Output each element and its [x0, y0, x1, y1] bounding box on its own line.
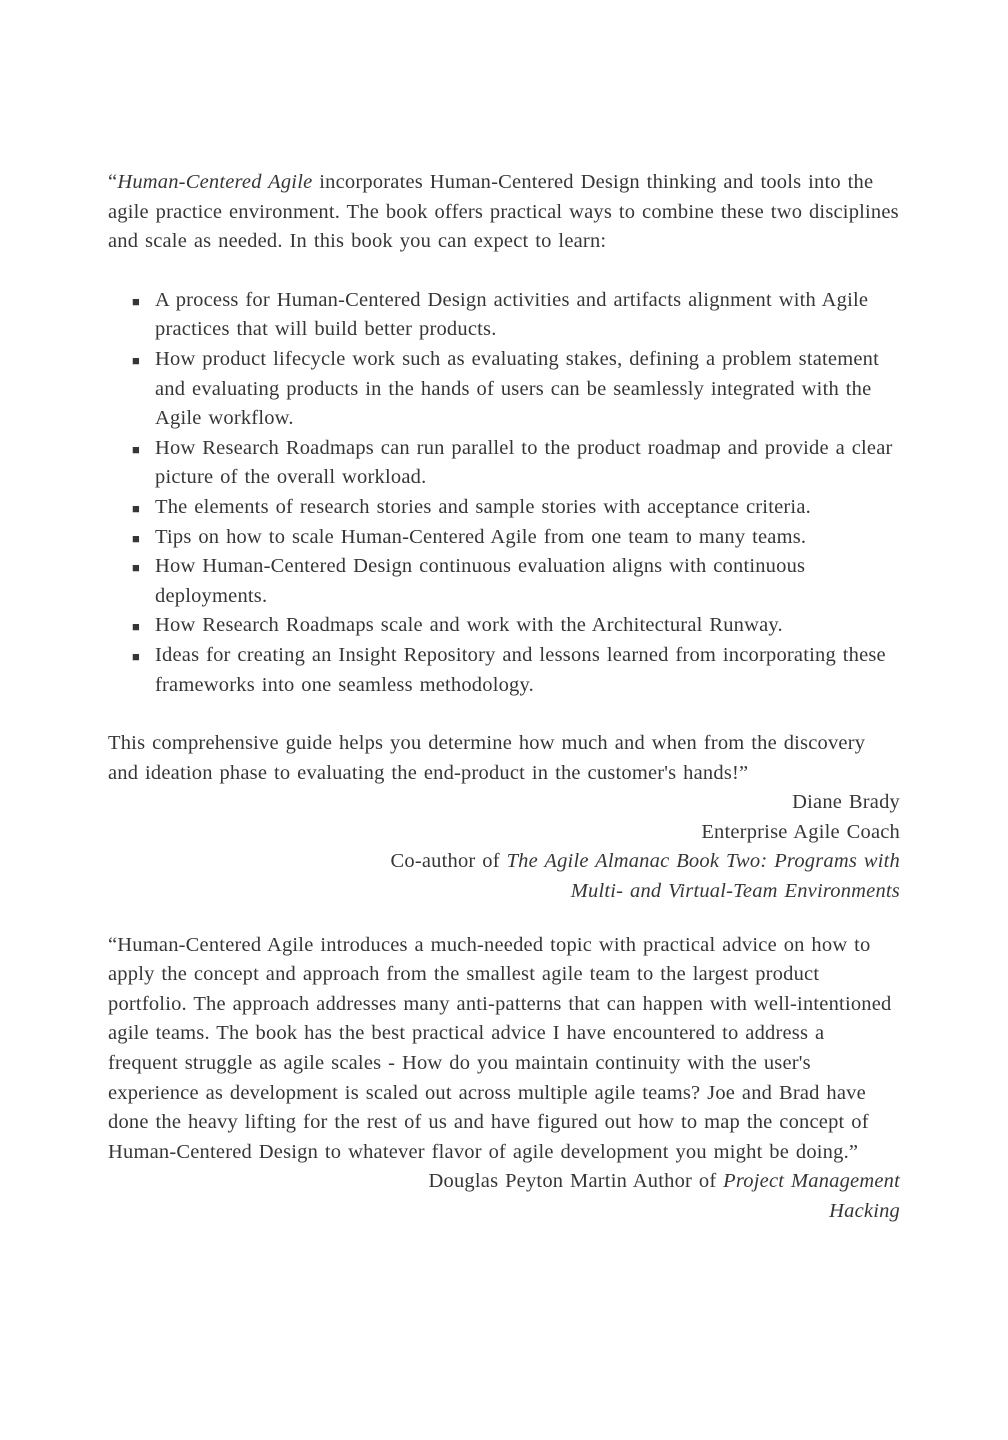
list-item: ■ A process for Human-Centered Design activities and artifacts alignment with Agile practices that will build better products.: [132, 286, 900, 345]
list-item: ■ The elements of research stories and sample stories with acceptance criteria.: [132, 493, 900, 523]
book-title-italic: Human-Centered Agile: [117, 171, 313, 193]
praise-quote-1-closing: This comprehensive guide helps you determine how much and when from the discovery and ideation phase to evaluating the end-product in the customer's hands!”: [108, 732, 866, 784]
attribution-work: [633, 1170, 900, 1222]
quote-1-intro-text: incorporates Human-Centered Design thinking and tools into the agile practice environment. The book offers practical ways to combine these two disciplines and scale as needed. In this book you can expect to learn:: [108, 171, 899, 253]
attribution-diane-brady: [360, 788, 900, 906]
attribution-role: Enterprise Agile Coach: [701, 820, 900, 843]
attribution-name: Douglas Peyton Martin: [428, 1170, 628, 1193]
attribution-work-title-italic: Project Management Hacking: [723, 1170, 900, 1222]
list-item: ■ How product lifecycle work such as evaluating stakes, defining a problem statement and evaluating products in the hands of users can be seamlessly integrated with the Agile workflow.: [132, 345, 900, 434]
attribution-douglas-martin: [360, 1167, 900, 1226]
attribution-work-title-italic: The Agile Almanac Book Two: Programs with Multi- and Virtual-Team Environments: [506, 850, 900, 903]
list-item: ■ How Human-Centered Design continuous evaluation aligns with continuous deployments.: [132, 552, 900, 611]
open-quote-mark: “: [108, 171, 118, 193]
attribution-name: Diane Brady: [792, 791, 900, 814]
attribution-work-prefix: Co-author of: [390, 850, 507, 873]
list-item: ■ How Research Roadmaps scale and work with the Architectural Runway.: [132, 611, 900, 641]
list-item: ■ How Research Roadmaps can run parallel to the product roadmap and provide a clear picture of the overall workload.: [132, 434, 900, 493]
list-item: ■ Ideas for creating an Insight Repository and lessons learned from incorporating these frameworks into one seamless methodology.: [132, 641, 900, 700]
praise-quote-1-intro: [108, 168, 900, 257]
learning-points-list: [108, 286, 900, 700]
attribution-work: [360, 847, 900, 906]
attribution-work-prefix: Author of: [632, 1170, 724, 1193]
praise-quote-2: “Human-Centered Agile introduces a much-needed topic with practical advice on how to apply the concept and approach from the smallest agile team to the largest product portfolio. The approach addresses many anti-patterns that can happen with well-intentioned agile teams. The book has the best practical advice I have encountered to address a frequent struggle as agile scales - How do you maintain continuity with the user's experience as development is scaled out across multiple agile teams? Joe and Brad have done the heavy lifting for the rest of us and have figured out how to map the concept of Human-Centered Design to whatever flavor of agile development you might be doing.”: [108, 933, 892, 1163]
list-item: ■ Tips on how to scale Human-Centered Agile from one team to many teams.: [132, 523, 900, 553]
